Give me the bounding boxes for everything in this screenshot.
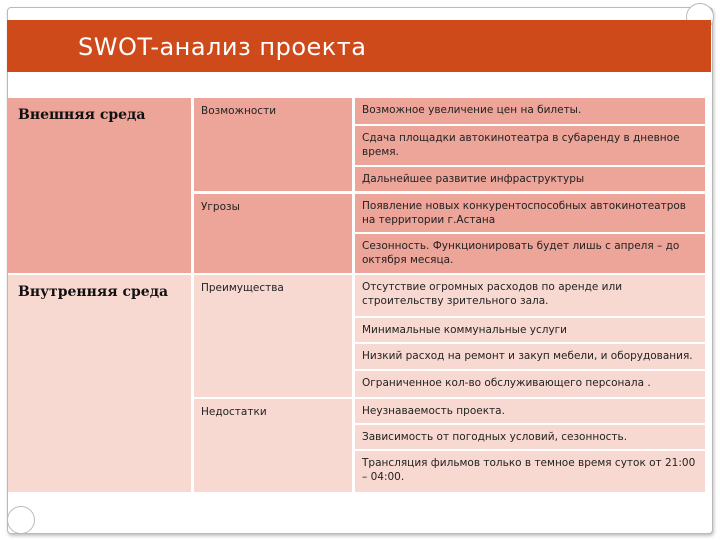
threats-label: Угрозы — [194, 194, 352, 273]
opportunity-item: Возможное увеличение цен на билеты. — [355, 98, 705, 124]
weakness-item: Трансляция фильмов только в темное время суток от 21:00 – 04:00. — [355, 451, 705, 492]
external-label: Внешняя среда — [8, 98, 191, 273]
threat-item: Появление новых конкурентоспособных автокинотеатров на территории г.Астана — [355, 194, 705, 232]
slide-title: SWOT-анализ проекта — [78, 33, 367, 61]
weaknesses-label: Недостатки — [194, 399, 352, 492]
strength-item: Низкий расход на ремонт и закуп мебели, и оборудования. — [355, 344, 705, 369]
strength-item: Минимальные коммунальные услуги — [355, 318, 705, 342]
opportunity-item: Дальнейшее развитие инфраструктуры — [355, 167, 705, 191]
weakness-item: Неузнаваемость проекта. — [355, 399, 705, 423]
weakness-item: Зависимость от погодных условий, сезонность. — [355, 425, 705, 449]
threat-item: Сезонность. Функционировать будет лишь с апреля – до октября месяца. — [355, 234, 705, 273]
corner-curl-bottom-left — [7, 506, 35, 534]
strengths-label: Преимущества — [194, 275, 352, 397]
strength-item: Ограниченное кол-во обслуживающего персонала . — [355, 371, 705, 397]
opportunities-label: Возможности — [194, 98, 352, 191]
opportunity-item: Сдача площадки автокинотеатра в субаренду в дневное время. — [355, 126, 705, 165]
strength-item: Отсутствие огромных расходов по аренде или строительству зрительного зала. — [355, 275, 705, 316]
internal-label: Внутренняя среда — [8, 275, 191, 492]
